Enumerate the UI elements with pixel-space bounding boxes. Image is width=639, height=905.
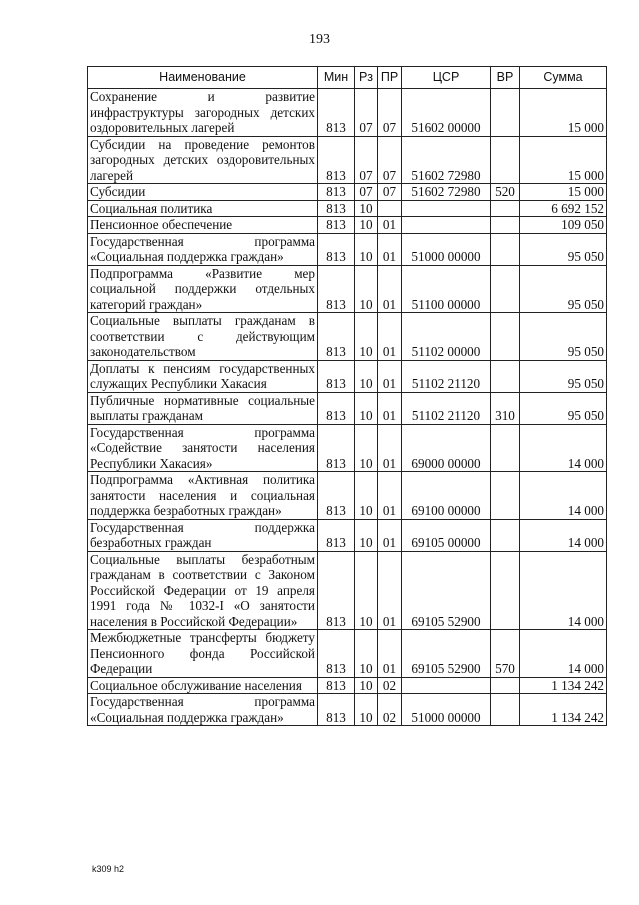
cell-name: Социальные выплаты безработным гражданам в соответствии с Законом Российской Федерации от 19 апреля 1991 года № 1032-I «О занятости населения в Российской Федерации» (88, 551, 318, 630)
cell-sum: 95 050 (520, 313, 607, 361)
cell-rz: 07 (355, 89, 378, 137)
cell-sum: 15 000 (520, 89, 607, 137)
cell-min: 813 (318, 519, 355, 551)
cell-sum: 95 050 (520, 265, 607, 313)
cell-name: Доплаты к пенсиям государственных служащих Республики Хакасия (88, 360, 318, 392)
cell-sum: 15 000 (520, 184, 607, 201)
cell-rz: 10 (355, 694, 378, 726)
cell-rz: 07 (355, 184, 378, 201)
cell-csr: 51102 21120 (402, 392, 491, 424)
cell-sum: 14 000 (520, 519, 607, 551)
cell-sum: 95 050 (520, 392, 607, 424)
cell-pr: 07 (378, 136, 402, 184)
cell-sum: 95 050 (520, 360, 607, 392)
cell-csr: 69105 00000 (402, 519, 491, 551)
cell-pr: 01 (378, 551, 402, 630)
table-header-row (88, 67, 607, 89)
cell-name: Социальные выплаты гражданам в соответствии с действующим законодательством (88, 313, 318, 361)
cell-vr (491, 360, 520, 392)
cell-min: 813 (318, 424, 355, 472)
cell-pr: 02 (378, 677, 402, 694)
cell-name: Социальное обслуживание населения (88, 677, 318, 694)
header-rz: Рз (355, 67, 378, 89)
cell-name: Сохранение и развитие инфраструктуры загородных детских оздоровительных лагерей (88, 89, 318, 137)
cell-csr (402, 217, 491, 234)
cell-sum: 6 692 152 (520, 200, 607, 217)
cell-vr (491, 519, 520, 551)
table-row (88, 392, 607, 424)
cell-vr (491, 89, 520, 137)
cell-min: 813 (318, 184, 355, 201)
cell-vr (491, 551, 520, 630)
cell-rz: 10 (355, 392, 378, 424)
cell-min: 813 (318, 313, 355, 361)
table-body (88, 89, 607, 726)
cell-rz: 07 (355, 136, 378, 184)
table-row (88, 472, 607, 520)
cell-csr: 69000 00000 (402, 424, 491, 472)
cell-min: 813 (318, 89, 355, 137)
cell-vr (491, 313, 520, 361)
table-row (88, 233, 607, 265)
cell-name: Государственная программа «Содействие занятости населения Республики Хакасия» (88, 424, 318, 472)
cell-sum: 15 000 (520, 136, 607, 184)
table-row (88, 313, 607, 361)
cell-vr (491, 694, 520, 726)
cell-vr: 520 (491, 184, 520, 201)
cell-min: 813 (318, 136, 355, 184)
cell-vr (491, 677, 520, 694)
cell-rz: 10 (355, 472, 378, 520)
cell-rz: 10 (355, 630, 378, 678)
cell-name: Межбюджетные трансферты бюджету Пенсионного фонда Российской Федерации (88, 630, 318, 678)
cell-vr (491, 265, 520, 313)
cell-csr (402, 677, 491, 694)
cell-rz: 10 (355, 200, 378, 217)
header-vr: ВР (491, 67, 520, 89)
cell-csr: 69100 00000 (402, 472, 491, 520)
table-row (88, 200, 607, 217)
cell-min: 813 (318, 677, 355, 694)
cell-name: Субсидии на проведение ремонтов загородных детских оздоровительных лагерей (88, 136, 318, 184)
cell-rz: 10 (355, 424, 378, 472)
cell-sum: 14 000 (520, 630, 607, 678)
cell-pr: 01 (378, 392, 402, 424)
table-row (88, 630, 607, 678)
cell-csr: 51602 72980 (402, 136, 491, 184)
cell-rz: 10 (355, 233, 378, 265)
cell-csr: 51000 00000 (402, 233, 491, 265)
cell-name: Подпрограмма «Развитие мер социальной поддержки отдельных категорий граждан» (88, 265, 318, 313)
cell-rz: 10 (355, 551, 378, 630)
cell-pr: 01 (378, 630, 402, 678)
cell-min: 813 (318, 360, 355, 392)
cell-pr: 01 (378, 265, 402, 313)
table-row (88, 217, 607, 234)
cell-csr (402, 200, 491, 217)
cell-sum: 14 000 (520, 472, 607, 520)
cell-min: 813 (318, 472, 355, 520)
cell-vr: 570 (491, 630, 520, 678)
table-row (88, 184, 607, 201)
cell-pr: 01 (378, 472, 402, 520)
cell-csr: 51602 72980 (402, 184, 491, 201)
page-number: 193 (309, 32, 330, 47)
cell-min: 813 (318, 551, 355, 630)
table-row (88, 360, 607, 392)
header-sum: Сумма (520, 67, 607, 89)
cell-min: 813 (318, 200, 355, 217)
cell-name: Государственная поддержка безработных граждан (88, 519, 318, 551)
cell-min: 813 (318, 233, 355, 265)
cell-sum: 109 050 (520, 217, 607, 234)
cell-csr: 51100 00000 (402, 265, 491, 313)
cell-vr (491, 424, 520, 472)
cell-vr (491, 136, 520, 184)
cell-rz: 10 (355, 313, 378, 361)
cell-rz: 10 (355, 217, 378, 234)
cell-sum: 14 000 (520, 551, 607, 630)
cell-pr: 02 (378, 694, 402, 726)
cell-pr: 07 (378, 89, 402, 137)
cell-min: 813 (318, 630, 355, 678)
cell-pr: 01 (378, 519, 402, 551)
cell-name: Государственная программа «Социальная поддержка граждан» (88, 694, 318, 726)
cell-vr (491, 472, 520, 520)
cell-vr (491, 200, 520, 217)
cell-min: 813 (318, 392, 355, 424)
cell-sum: 95 050 (520, 233, 607, 265)
header-pr: ПР (378, 67, 402, 89)
cell-name: Пенсионное обеспечение (88, 217, 318, 234)
cell-name: Публичные нормативные социальные выплаты гражданам (88, 392, 318, 424)
table-row (88, 136, 607, 184)
cell-csr: 51102 21120 (402, 360, 491, 392)
cell-rz: 10 (355, 360, 378, 392)
cell-name: Социальная политика (88, 200, 318, 217)
cell-pr: 01 (378, 217, 402, 234)
cell-csr: 69105 52900 (402, 551, 491, 630)
cell-name: Государственная программа «Социальная поддержка граждан» (88, 233, 318, 265)
cell-csr: 51602 00000 (402, 89, 491, 137)
header-csr: ЦСР (402, 67, 491, 89)
cell-min: 813 (318, 265, 355, 313)
cell-pr: 01 (378, 360, 402, 392)
cell-pr: 01 (378, 313, 402, 361)
table-row (88, 551, 607, 630)
cell-name: Субсидии (88, 184, 318, 201)
cell-sum: 14 000 (520, 424, 607, 472)
cell-sum: 1 134 242 (520, 677, 607, 694)
cell-pr: 01 (378, 424, 402, 472)
cell-rz: 10 (355, 677, 378, 694)
cell-sum: 1 134 242 (520, 694, 607, 726)
cell-csr: 69105 52900 (402, 630, 491, 678)
table-row (88, 519, 607, 551)
cell-rz: 10 (355, 519, 378, 551)
header-min: Мин (318, 67, 355, 89)
cell-vr (491, 217, 520, 234)
cell-csr: 51102 00000 (402, 313, 491, 361)
header-name: Наименование (88, 67, 318, 89)
table-row (88, 677, 607, 694)
cell-vr (491, 233, 520, 265)
cell-min: 813 (318, 694, 355, 726)
footer-code: k309 h2 (92, 864, 125, 874)
table-row (88, 694, 607, 726)
cell-pr: 01 (378, 233, 402, 265)
cell-name: Подпрограмма «Активная политика занятости населения и социальная поддержка безработных граждан» (88, 472, 318, 520)
cell-pr (378, 200, 402, 217)
cell-csr: 51000 00000 (402, 694, 491, 726)
cell-rz: 10 (355, 265, 378, 313)
cell-min: 813 (318, 217, 355, 234)
budget-table (87, 66, 607, 726)
cell-vr: 310 (491, 392, 520, 424)
table-row (88, 424, 607, 472)
table-row (88, 89, 607, 137)
table-row (88, 265, 607, 313)
cell-pr: 07 (378, 184, 402, 201)
